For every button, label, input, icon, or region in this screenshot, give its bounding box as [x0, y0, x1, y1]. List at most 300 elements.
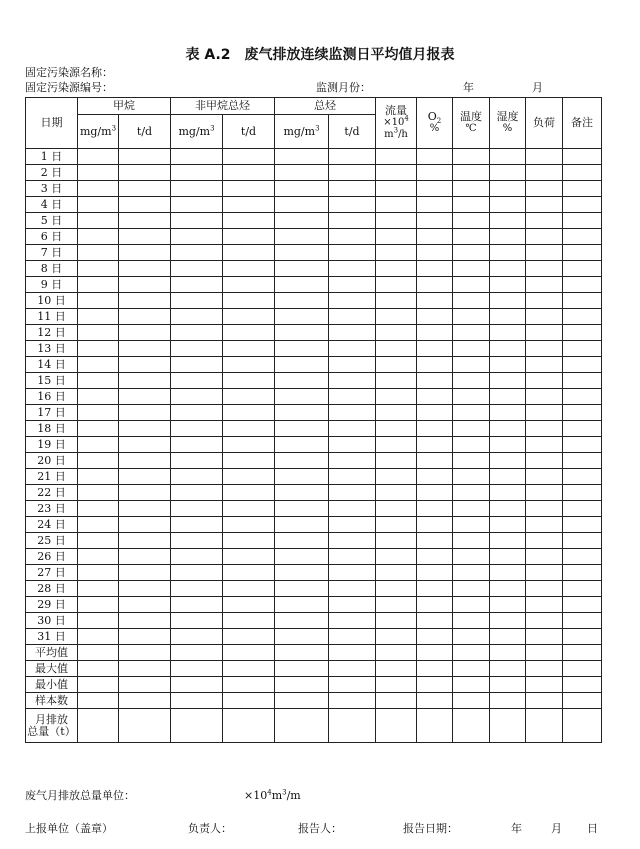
header-row-1 [26, 98, 602, 115]
table-cell [526, 181, 563, 197]
row-label: 18 日 [26, 421, 78, 437]
table-cell [417, 309, 453, 325]
table-cell [417, 197, 453, 213]
table-cell [223, 213, 275, 229]
flow-scale-sup: 4 [404, 114, 409, 123]
table-cell [526, 229, 563, 245]
table-cell [376, 549, 417, 565]
table-cell [563, 421, 602, 437]
table-cell [275, 357, 329, 373]
table-cell [526, 149, 563, 165]
table-cell [417, 373, 453, 389]
day-row [26, 597, 602, 613]
footer-reporting-unit: 上报单位（盖章） [25, 822, 113, 835]
temp-unit: ℃ [465, 123, 477, 134]
header-methane: 甲烷 [78, 98, 171, 115]
table-cell [376, 469, 417, 485]
table-cell [417, 517, 453, 533]
table-cell [563, 549, 602, 565]
row-label: 21 日 [26, 469, 78, 485]
table-cell [563, 469, 602, 485]
table-cell [490, 565, 526, 581]
table-cell [329, 277, 376, 293]
table-cell [490, 245, 526, 261]
table-cell [119, 261, 171, 277]
table-cell [275, 485, 329, 501]
table-cell [453, 453, 490, 469]
table-cell [275, 453, 329, 469]
table-cell [376, 197, 417, 213]
monthly-report-table [25, 97, 602, 743]
temp-label: 温度 [460, 110, 482, 123]
table-cell [490, 677, 526, 693]
table-cell [563, 693, 602, 709]
table-cell [376, 341, 417, 357]
row-label: 30 日 [26, 613, 78, 629]
table-cell [453, 533, 490, 549]
table-cell [376, 613, 417, 629]
table-cell [563, 405, 602, 421]
row-label: 22 日 [26, 485, 78, 501]
table-cell [563, 661, 602, 677]
footer-day: 日 [587, 822, 598, 835]
table-cell [275, 293, 329, 309]
table-cell [417, 581, 453, 597]
row-label: 26 日 [26, 549, 78, 565]
table-cell [275, 213, 329, 229]
table-cell [275, 469, 329, 485]
table-cell [223, 421, 275, 437]
day-row [26, 501, 602, 517]
table-cell [223, 149, 275, 165]
table-cell [223, 517, 275, 533]
table-cell [78, 485, 119, 501]
table-cell [275, 629, 329, 645]
table-cell [526, 421, 563, 437]
table-cell [453, 389, 490, 405]
day-row [26, 613, 602, 629]
stat-row [26, 677, 602, 693]
table-cell [171, 165, 223, 181]
table-cell [526, 549, 563, 565]
table-cell [329, 645, 376, 661]
table-cell [490, 229, 526, 245]
table-cell [329, 517, 376, 533]
stat-row [26, 645, 602, 661]
table-cell [223, 645, 275, 661]
table-cell [376, 581, 417, 597]
table-cell [275, 341, 329, 357]
total-unit-value: $\times 10^4m^3/m$ [244, 788, 301, 802]
table-cell [563, 213, 602, 229]
table-cell [78, 469, 119, 485]
table-cell [329, 149, 376, 165]
table-cell [453, 229, 490, 245]
table-cell [171, 373, 223, 389]
row-label [26, 709, 78, 743]
table-cell [453, 165, 490, 181]
footer-report-date: 报告日期： [403, 822, 458, 835]
table-cell [329, 501, 376, 517]
table-cell [526, 533, 563, 549]
page-title: 表 A.2 废气排放连续监测日平均值月报表 [185, 47, 455, 63]
table-cell [275, 149, 329, 165]
month-char: 月 [532, 81, 543, 94]
table-cell [171, 437, 223, 453]
day-row [26, 389, 602, 405]
table-cell [275, 389, 329, 405]
header-load: 负荷 [526, 98, 563, 149]
day-row [26, 437, 602, 453]
row-label: 3 日 [26, 181, 78, 197]
row-label: 9 日 [26, 277, 78, 293]
table-cell [453, 661, 490, 677]
table-cell [223, 165, 275, 181]
table-cell [329, 181, 376, 197]
table-cell [223, 181, 275, 197]
table-cell [223, 277, 275, 293]
table-cell [171, 421, 223, 437]
humidity-unit: % [502, 123, 513, 134]
table-cell [376, 405, 417, 421]
table-cell [376, 229, 417, 245]
row-label: 17 日 [26, 405, 78, 421]
table-cell [275, 437, 329, 453]
row-label: 19 日 [26, 437, 78, 453]
row-label: 平均值 [26, 645, 78, 661]
source-name-label: 固定污染源名称： [25, 66, 113, 79]
day-row [26, 309, 602, 325]
row-label: 2 日 [26, 165, 78, 181]
row-label: 12 日 [26, 325, 78, 341]
table-cell [78, 581, 119, 597]
table-cell [490, 325, 526, 341]
table-cell [78, 453, 119, 469]
table-cell [376, 565, 417, 581]
table-cell [223, 533, 275, 549]
table-cell [78, 597, 119, 613]
table-cell [453, 309, 490, 325]
table-cell [171, 517, 223, 533]
table-cell [417, 149, 453, 165]
table-cell [223, 245, 275, 261]
table-cell [78, 341, 119, 357]
row-label: 23 日 [26, 501, 78, 517]
table-cell [490, 293, 526, 309]
table-cell [453, 405, 490, 421]
table-cell [453, 581, 490, 597]
table-cell [78, 709, 119, 743]
table-cell [329, 325, 376, 341]
table-cell [275, 501, 329, 517]
day-row [26, 293, 602, 309]
table-cell [329, 373, 376, 389]
table-cell [78, 373, 119, 389]
table-cell [526, 325, 563, 341]
table-cell [275, 421, 329, 437]
table-cell [275, 549, 329, 565]
year-char: 年 [463, 81, 474, 94]
table-cell [490, 581, 526, 597]
row-label: 15 日 [26, 373, 78, 389]
table-cell [453, 421, 490, 437]
table-cell [490, 261, 526, 277]
table-cell [376, 213, 417, 229]
table-cell [223, 437, 275, 453]
stat-row [26, 661, 602, 677]
table-cell [275, 613, 329, 629]
table-cell [78, 421, 119, 437]
table-cell [563, 709, 602, 743]
table-cell [329, 293, 376, 309]
table-cell [526, 645, 563, 661]
table-cell [171, 325, 223, 341]
table-cell [453, 549, 490, 565]
table-cell [490, 661, 526, 677]
day-row [26, 533, 602, 549]
source-code-label: 固定污染源编号： [25, 81, 113, 94]
table-cell [563, 453, 602, 469]
table-cell [223, 613, 275, 629]
table-cell [526, 437, 563, 453]
table-cell [453, 517, 490, 533]
table-cell [329, 357, 376, 373]
methane-mg-unit: $mg/m^3$ [78, 115, 119, 149]
table-cell [171, 581, 223, 597]
row-label: 8 日 [26, 261, 78, 277]
table-cell [171, 549, 223, 565]
table-cell [119, 517, 171, 533]
header-nmhc: 非甲烷总烃 [171, 98, 275, 115]
table-cell [275, 517, 329, 533]
table-cell [453, 325, 490, 341]
day-row [26, 565, 602, 581]
table-cell [453, 149, 490, 165]
table-cell [171, 229, 223, 245]
table-cell [417, 213, 453, 229]
table-cell [563, 485, 602, 501]
table-cell [223, 341, 275, 357]
table-cell [376, 421, 417, 437]
table-cell [119, 597, 171, 613]
table-cell [119, 165, 171, 181]
table-cell [275, 181, 329, 197]
day-row [26, 325, 602, 341]
table-cell [417, 277, 453, 293]
table-cell [453, 341, 490, 357]
table-cell [78, 677, 119, 693]
day-row [26, 405, 602, 421]
table-cell [119, 213, 171, 229]
table-cell [171, 261, 223, 277]
table-cell [119, 693, 171, 709]
day-row [26, 261, 602, 277]
table-cell [275, 597, 329, 613]
table-cell [78, 277, 119, 293]
table-cell [329, 661, 376, 677]
table-cell [526, 245, 563, 261]
table-cell [78, 165, 119, 181]
table-cell [376, 437, 417, 453]
day-row [26, 341, 602, 357]
table-cell [119, 373, 171, 389]
day-row [26, 229, 602, 245]
table-cell [563, 261, 602, 277]
table-cell [376, 661, 417, 677]
table-cell [119, 149, 171, 165]
table-cell [417, 245, 453, 261]
day-row [26, 197, 602, 213]
table-cell [417, 341, 453, 357]
table-cell [78, 309, 119, 325]
table-cell [275, 197, 329, 213]
table-cell [490, 277, 526, 293]
table-cell [453, 277, 490, 293]
table-cell [171, 661, 223, 677]
monthly-total-label-1: 月排放 [35, 712, 68, 726]
table-cell [376, 293, 417, 309]
day-row [26, 469, 602, 485]
table-cell [376, 181, 417, 197]
footer-reporter: 报告人： [298, 822, 342, 835]
table-cell [223, 549, 275, 565]
table-cell [526, 357, 563, 373]
table-cell [171, 197, 223, 213]
table-cell [78, 549, 119, 565]
humidity-label: 湿度 [496, 110, 519, 123]
table-cell [223, 373, 275, 389]
table-cell [526, 213, 563, 229]
table-cell [417, 709, 453, 743]
table-cell [223, 565, 275, 581]
table-cell [453, 613, 490, 629]
stat-row [26, 693, 602, 709]
table-cell [526, 453, 563, 469]
table-cell [417, 533, 453, 549]
table-cell [490, 389, 526, 405]
table-cell [171, 389, 223, 405]
table-cell [223, 389, 275, 405]
row-label: 20 日 [26, 453, 78, 469]
footer-year: 年 [511, 822, 522, 835]
table-cell [526, 597, 563, 613]
table-cell [119, 613, 171, 629]
table-cell [171, 565, 223, 581]
table-cell [119, 405, 171, 421]
table-cell [223, 469, 275, 485]
table-cell [171, 629, 223, 645]
row-label: 27 日 [26, 565, 78, 581]
table-cell [417, 261, 453, 277]
row-label: 6 日 [26, 229, 78, 245]
table-cell [171, 245, 223, 261]
table-cell [223, 501, 275, 517]
table-cell [275, 261, 329, 277]
header-thc: 总烃 [275, 98, 376, 115]
table-cell [490, 517, 526, 533]
table-cell [78, 501, 119, 517]
table-cell [453, 485, 490, 501]
flow-unit: m [384, 129, 394, 140]
table-cell [417, 325, 453, 341]
table-cell [171, 181, 223, 197]
table-cell [490, 341, 526, 357]
table-cell [376, 453, 417, 469]
table-cell [78, 293, 119, 309]
table-cell [490, 437, 526, 453]
row-label: 5 日 [26, 213, 78, 229]
table-cell [171, 501, 223, 517]
row-label: 1 日 [26, 149, 78, 165]
table-cell [490, 181, 526, 197]
table-cell [275, 405, 329, 421]
table-cell [563, 165, 602, 181]
table-cell [275, 229, 329, 245]
table-cell [563, 597, 602, 613]
table-cell [563, 645, 602, 661]
table-cell [376, 485, 417, 501]
table-cell [453, 293, 490, 309]
table-cell [329, 229, 376, 245]
table-cell [563, 245, 602, 261]
table-cell [78, 693, 119, 709]
table-cell [223, 197, 275, 213]
table-cell [376, 245, 417, 261]
table-cell [119, 581, 171, 597]
table-cell [490, 213, 526, 229]
table-cell [119, 661, 171, 677]
table-cell [490, 485, 526, 501]
table-cell [490, 309, 526, 325]
day-row [26, 213, 602, 229]
day-row [26, 277, 602, 293]
table-cell [563, 501, 602, 517]
header-humidity [490, 98, 526, 149]
table-cell [171, 597, 223, 613]
table-cell [453, 357, 490, 373]
table-cell [171, 213, 223, 229]
table-cell [453, 181, 490, 197]
table-cell [171, 453, 223, 469]
row-label: 16 日 [26, 389, 78, 405]
table-cell [329, 213, 376, 229]
table-cell [490, 613, 526, 629]
table-cell [171, 357, 223, 373]
table-cell [563, 565, 602, 581]
table-cell [376, 597, 417, 613]
table-cell [417, 645, 453, 661]
table-cell [78, 197, 119, 213]
flow-scale: ×10 [383, 117, 405, 128]
o2-label: O [427, 110, 437, 123]
table-cell [526, 629, 563, 645]
table-cell [223, 309, 275, 325]
table-cell [223, 629, 275, 645]
thc-td-unit: t/d [329, 115, 376, 149]
table-cell [119, 469, 171, 485]
table-cell [490, 405, 526, 421]
table-cell [275, 709, 329, 743]
month-label: 监测月份： [316, 81, 371, 94]
table-cell [376, 261, 417, 277]
table-cell [526, 469, 563, 485]
table-cell [78, 245, 119, 261]
footer-person-in-charge: 负责人： [188, 822, 232, 835]
table-cell [376, 277, 417, 293]
day-row [26, 421, 602, 437]
table-cell [119, 565, 171, 581]
table-cell [119, 549, 171, 565]
